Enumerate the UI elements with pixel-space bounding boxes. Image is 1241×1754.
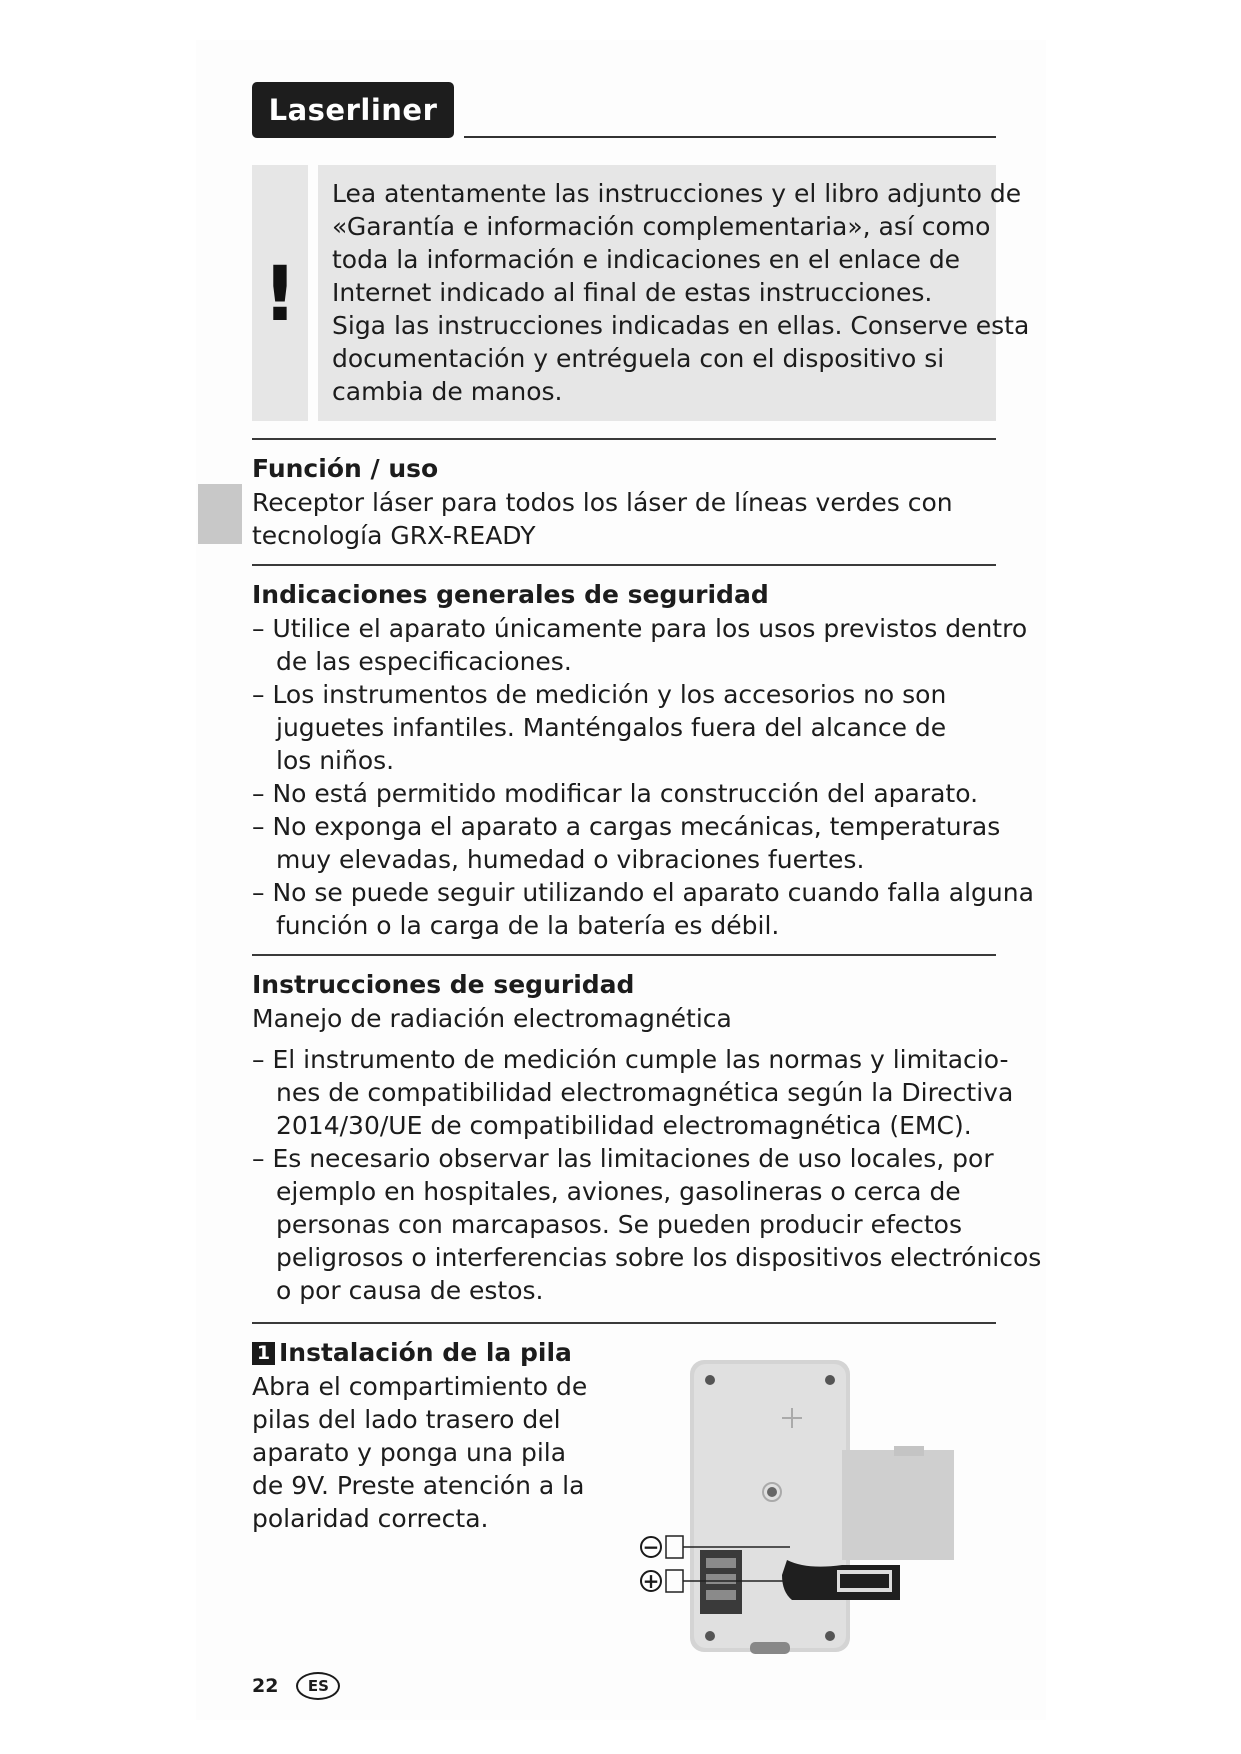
safety-item-cont: o por causa de estos.	[276, 1276, 544, 1305]
warning-line: Siga las instrucciones indicadas en ellas. Conserve esta	[332, 311, 1030, 340]
battery-line: pilas del lado trasero del	[252, 1405, 561, 1434]
page-number: 22	[252, 1675, 279, 1697]
section-divider	[252, 564, 996, 566]
function-section	[252, 452, 1012, 552]
laserliner-logo: Laserliner	[252, 82, 454, 138]
plus-polarity-icon: +	[640, 1570, 662, 1592]
safety-item-cont: 2014/30/UE de compatibilidad electromagnética (EMC).	[276, 1111, 972, 1140]
general-safety-item-cont: de las especificaciones.	[276, 647, 572, 676]
general-safety-item: – Los instrumentos de medición y los accesorios no son	[252, 680, 947, 709]
general-safety-item-cont: función o la carga de la batería es débil.	[276, 911, 780, 940]
section-divider	[252, 438, 996, 440]
function-line: tecnología GRX-READY	[252, 521, 536, 550]
safety-section	[252, 968, 1042, 1307]
battery-title: Instalación de la pila	[279, 1338, 572, 1367]
page-footer	[252, 1672, 340, 1700]
function-title: Función / uso	[252, 454, 439, 483]
safety-item: – Es necesario observar las limitaciones de uso locales, por	[252, 1144, 994, 1173]
step-number-badge: 1	[252, 1342, 275, 1365]
safety-title: Instrucciones de seguridad	[252, 970, 635, 999]
general-safety-title: Indicaciones generales de seguridad	[252, 580, 769, 609]
device-back-illustration	[632, 1360, 972, 1680]
safety-item-cont: personas con marcapasos. Se pueden producir efectos	[276, 1210, 962, 1239]
header-rule	[464, 136, 996, 138]
battery-section	[252, 1336, 612, 1535]
warning-line: cambia de manos.	[332, 377, 563, 406]
section-divider	[252, 954, 996, 956]
general-safety-item: – No exponga el aparato a cargas mecánicas, temperaturas	[252, 812, 1001, 841]
warning-line: «Garantía e información complementaria», así como	[332, 212, 991, 241]
battery-line: aparato y ponga una pila	[252, 1438, 567, 1467]
battery-line: polaridad correcta.	[252, 1504, 489, 1533]
safety-subtitle: Manejo de radiación electromagnética	[252, 1004, 732, 1033]
general-safety-item: – Utilice el aparato únicamente para los usos previstos dentro	[252, 614, 1028, 643]
warning-line: Lea atentamente las instrucciones y el libro adjunto de	[332, 179, 1022, 208]
warning-line: documentación y entréguela con el dispositivo si	[332, 344, 945, 373]
general-safety-item-cont: juguetes infantiles. Manténgalos fuera del alcance de	[276, 713, 947, 742]
warning-line: Internet indicado al final de estas instrucciones.	[332, 278, 933, 307]
battery-compartment-figure	[632, 1360, 972, 1680]
battery-line: Abra el compartimiento de	[252, 1372, 588, 1401]
battery-title-row	[252, 1336, 612, 1370]
warning-box	[318, 165, 1030, 421]
side-thumb-tab	[198, 484, 242, 544]
section-divider	[252, 1322, 996, 1324]
general-safety-item-cont: muy elevadas, humedad o vibraciones fuertes.	[276, 845, 865, 874]
safety-item: – El instrumento de medición cumple las normas y limitacio-	[252, 1045, 1009, 1074]
minus-polarity-icon: −	[640, 1536, 662, 1558]
general-safety-item: – No se puede seguir utilizando el aparato cuando falla alguna	[252, 878, 1034, 907]
safety-item-cont: nes de compatibilidad electromagnética según la Directiva	[276, 1078, 1014, 1107]
warning-exclamation-icon: !	[252, 165, 308, 421]
safety-item-cont: ejemplo en hospitales, aviones, gasolineras o cerca de	[276, 1177, 961, 1206]
general-safety-item-cont: los niños.	[276, 746, 395, 775]
general-safety-item: – No está permitido modificar la construcción del aparato.	[252, 779, 979, 808]
language-badge: ES	[296, 1672, 340, 1700]
general-safety-section	[252, 578, 1034, 942]
battery-line: de 9V. Preste atención a la	[252, 1471, 585, 1500]
function-line: Receptor láser para todos los láser de líneas verdes con	[252, 488, 953, 517]
warning-line: toda la información e indicaciones en el enlace de	[332, 245, 961, 274]
safety-item-cont: peligrosos o interferencias sobre los dispositivos electrónicos	[276, 1243, 1042, 1272]
